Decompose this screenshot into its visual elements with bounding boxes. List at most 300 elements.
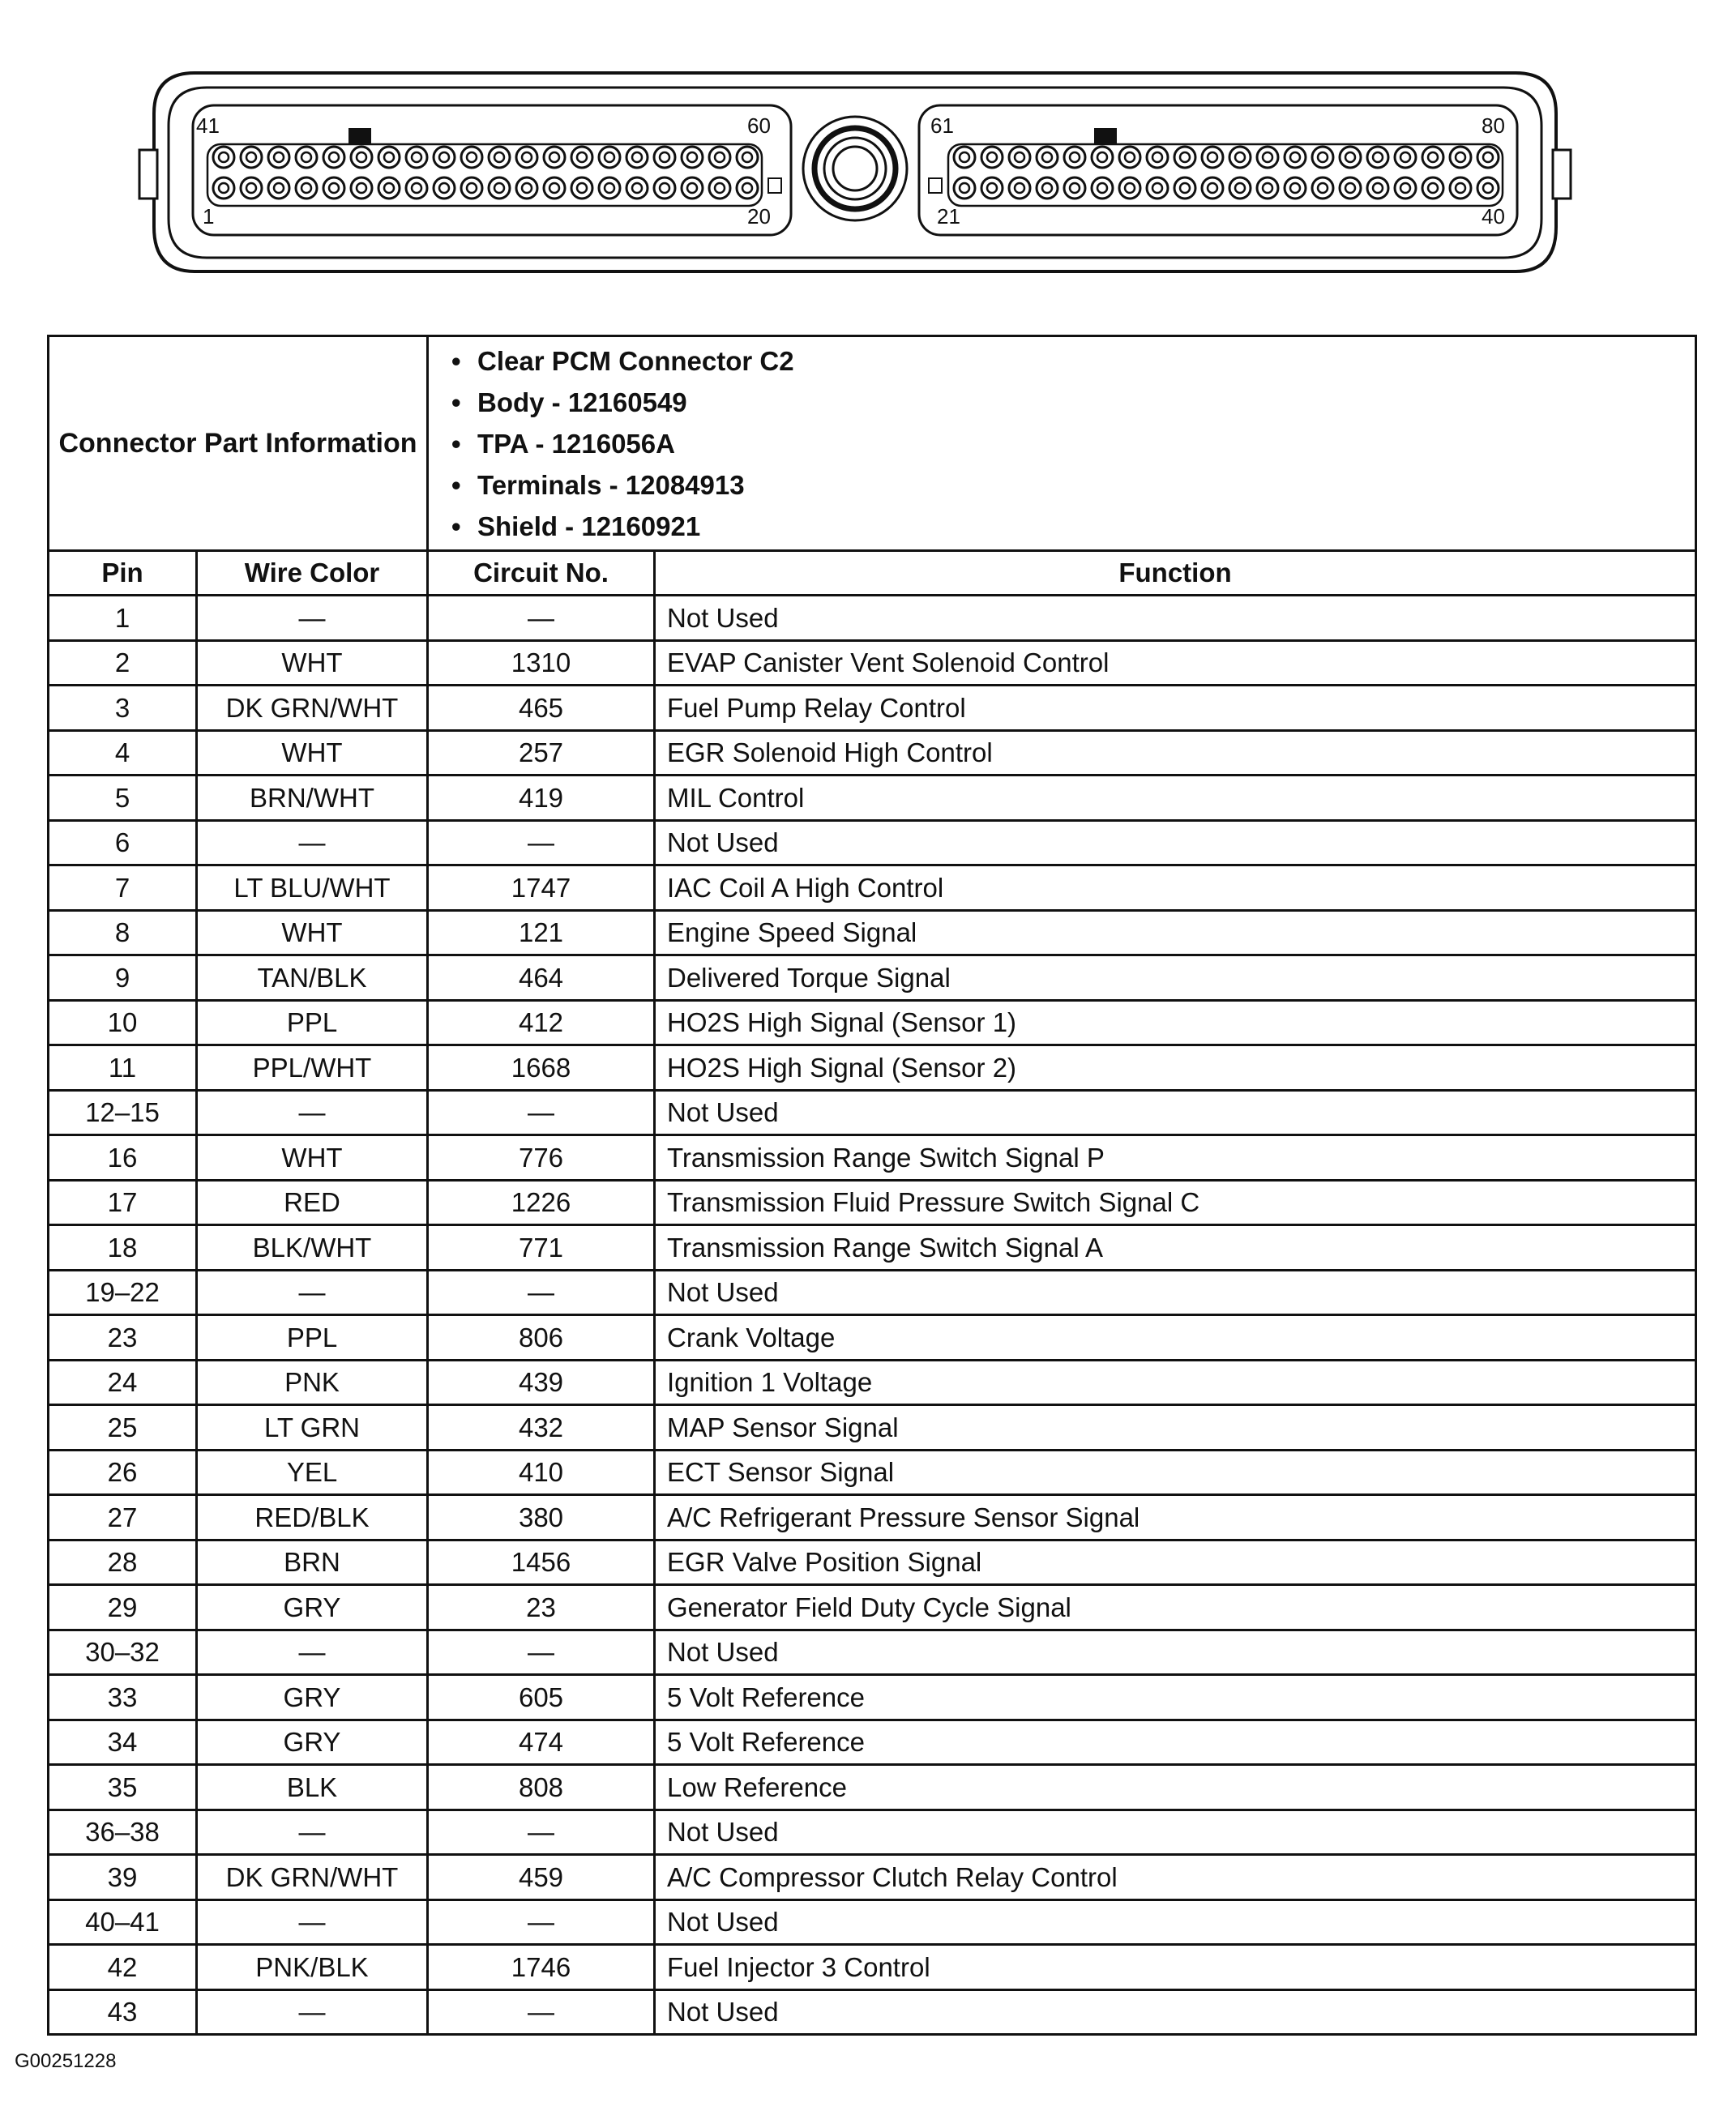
table-row [49,1989,1696,2035]
circuit-cell: 412 [428,1000,655,1045]
wire-color-cell: YEL [197,1450,428,1495]
circuit-cell: — [428,1090,655,1135]
table-row [49,1899,1696,1945]
info-item: • Body - 12160549 [451,382,1695,423]
center-bolt-outer [803,117,907,220]
circuit-cell: 380 [428,1495,655,1540]
pin-socket [571,177,592,199]
function-cell: HO2S High Signal (Sensor 2) [655,1045,1696,1091]
pin-socket-center [1070,183,1080,193]
pin-socket [954,177,975,199]
pin-socket [599,147,620,168]
wire-color-cell: — [197,596,428,641]
circuit-cell: 465 [428,686,655,731]
function-cell: Engine Speed Signal [655,910,1696,955]
wire-color-cell: BLK [197,1765,428,1810]
function-cell: Not Used [655,820,1696,865]
pin-socket [241,147,262,168]
pin-cell: 12–15 [49,1090,197,1135]
pin-cell: 6 [49,820,197,865]
pin-socket-center [357,152,366,162]
circuit-cell: 1310 [428,640,655,686]
pin-socket [1229,177,1251,199]
pin-socket-center [467,183,477,193]
pin-socket [406,177,427,199]
table-row [49,1225,1696,1271]
wire-color-cell: PPL/WHT [197,1045,428,1091]
pin-socket [1422,147,1443,168]
function-cell: Transmission Range Switch Signal P [655,1135,1696,1181]
function-cell: Transmission Fluid Pressure Switch Signal C [655,1180,1696,1225]
pin-socket [1009,147,1030,168]
pin-socket-center [549,152,559,162]
function-cell: A/C Compressor Clutch Relay Control [655,1855,1696,1900]
table-row [49,1810,1696,1855]
pin-cell: 43 [49,1989,197,2035]
pin-cell: 27 [49,1495,197,1540]
table-row [49,910,1696,955]
pin-socket [1202,147,1223,168]
pin-socket-center [1263,152,1272,162]
pin-socket-center [412,152,421,162]
pin-socket [516,177,537,199]
left-pin-block [193,105,791,235]
wire-color-cell: — [197,820,428,865]
circuit-cell: 464 [428,955,655,1001]
pin-cell: 24 [49,1360,197,1405]
circuit-cell: 419 [428,776,655,821]
pin-socket [296,177,317,199]
pin-socket [626,147,648,168]
function-cell: Not Used [655,1270,1696,1315]
table-row [49,1405,1696,1451]
table-row [49,1315,1696,1361]
function-cell: MIL Control [655,776,1696,821]
pin-cell: 28 [49,1540,197,1585]
pin-socket-center [1042,183,1052,193]
right-pin-array [954,147,1499,199]
pin-cell: 2 [49,640,197,686]
pin-socket [654,147,675,168]
wire-color-cell: WHT [197,730,428,776]
table-row [49,820,1696,865]
circuit-cell: — [428,1270,655,1315]
table-row [49,1720,1696,1765]
wire-color-cell: GRY [197,1585,428,1630]
circuit-cell: — [428,1899,655,1945]
pin-cell: 25 [49,1405,197,1451]
pin-socket-center [1400,183,1410,193]
pin-socket-center [1015,183,1024,193]
table-row [49,1270,1696,1315]
pin-label-21: 21 [937,204,960,229]
pin-socket-center [960,152,969,162]
wire-color-cell: WHT [197,910,428,955]
pin-socket [1257,177,1278,199]
pin-socket [1395,177,1416,199]
pin-socket [1395,147,1416,168]
wire-color-cell: GRY [197,1675,428,1720]
pin-socket-center [301,152,311,162]
pin-socket [323,147,344,168]
function-cell: 5 Volt Reference [655,1720,1696,1765]
table-row [49,1540,1696,1585]
function-cell: EVAP Canister Vent Solenoid Control [655,640,1696,686]
pin-socket [1229,147,1251,168]
function-cell: Not Used [655,1630,1696,1675]
pin-socket-center [467,152,477,162]
pin-socket [323,177,344,199]
header-wire-color: Wire Color [197,551,428,596]
left-latch [768,178,781,193]
table-row [49,686,1696,731]
pin-socket-center [522,152,532,162]
circuit-cell: 1747 [428,865,655,911]
pin-cell: 23 [49,1315,197,1361]
pin-socket-center [1428,152,1438,162]
table-row [49,865,1696,911]
circuit-cell: 1226 [428,1180,655,1225]
wire-color-cell: LT GRN [197,1405,428,1451]
pin-socket-center [1456,183,1465,193]
pin-socket [461,147,482,168]
pin-socket [709,147,730,168]
info-item: • Terminals - 12084913 [451,464,1695,506]
pin-socket-center [1318,183,1328,193]
pin-cell: 4 [49,730,197,776]
wire-color-cell: BRN [197,1540,428,1585]
pin-socket [981,147,1003,168]
pin-socket [516,147,537,168]
pin-socket-center [1180,183,1190,193]
pin-socket-center [1483,183,1493,193]
pin-socket-center [1180,152,1190,162]
left-pin-cavity [207,144,762,206]
wire-color-cell: — [197,1090,428,1135]
pin-socket [1450,177,1471,199]
pin-socket [1092,147,1113,168]
pin-socket [1285,147,1306,168]
pin-label-61: 61 [930,113,954,138]
pin-socket-center [605,183,614,193]
pin-socket-center [1042,152,1052,162]
pin-socket [1367,177,1388,199]
pin-socket [1312,147,1333,168]
pin-socket-center [1428,183,1438,193]
pin-socket-center [1015,152,1024,162]
pin-socket-center [742,152,752,162]
function-cell: Fuel Pump Relay Control [655,686,1696,731]
pin-socket-center [329,152,339,162]
header-circuit-no: Circuit No. [428,551,655,596]
pin-socket [654,177,675,199]
connector-diagram [138,57,1572,284]
pin-socket [1174,177,1195,199]
pin-socket-center [577,152,587,162]
pin-socket-center [1125,152,1135,162]
pin-socket-center [219,152,229,162]
wire-color-cell: BRN/WHT [197,776,428,821]
pin-socket [599,177,620,199]
pin-socket-center [1345,152,1355,162]
center-bolt-hole [833,147,877,190]
pin-socket [489,147,510,168]
wire-color-cell: BLK/WHT [197,1225,428,1271]
pin-cell: 19–22 [49,1270,197,1315]
pin-socket-center [1125,183,1135,193]
header-pin: Pin [49,551,197,596]
pin-socket-center [1097,152,1107,162]
pin-label-41: 41 [196,113,220,138]
right-pin-block [919,105,1517,235]
circuit-cell: 439 [428,1360,655,1405]
wire-color-cell: LT BLU/WHT [197,865,428,911]
pin-socket-center [549,183,559,193]
pin-socket-center [742,183,752,193]
function-cell: EGR Valve Position Signal [655,1540,1696,1585]
pin-socket [434,177,455,199]
table-row [49,1630,1696,1675]
pin-socket [682,147,703,168]
pin-cell: 10 [49,1000,197,1045]
wire-color-cell: DK GRN/WHT [197,686,428,731]
pin-socket-center [439,152,449,162]
info-item: • Shield - 12160921 [451,506,1695,547]
circuit-cell: — [428,1810,655,1855]
pin-cell: 3 [49,686,197,731]
table-row [49,1450,1696,1495]
pin-socket-center [1483,152,1493,162]
pin-socket-center [715,183,725,193]
pin-socket [709,177,730,199]
table-row [49,1000,1696,1045]
function-cell: Generator Field Duty Cycle Signal [655,1585,1696,1630]
pin-cell: 35 [49,1765,197,1810]
circuit-cell: 23 [428,1585,655,1630]
table-row [49,1180,1696,1225]
circuit-cell: 605 [428,1675,655,1720]
pin-socket [1009,177,1030,199]
pin-socket-center [1152,183,1162,193]
table-row [49,1360,1696,1405]
pin-socket [213,177,234,199]
pin-socket [1174,147,1195,168]
connector-part-info-label-cell [49,336,428,551]
connector-housing-inner [169,88,1541,258]
right-latch [929,178,942,193]
pin-socket [351,177,372,199]
pin-socket-center [1152,152,1162,162]
header-function: Function [655,551,1696,596]
table-row [49,1675,1696,1720]
pin-socket-center [1318,152,1328,162]
circuit-cell: 808 [428,1765,655,1810]
pin-socket-center [987,183,997,193]
wire-color-cell: TAN/BLK [197,955,428,1001]
circuit-cell: 257 [428,730,655,776]
pin-socket [1147,177,1168,199]
pin-socket-center [357,183,366,193]
pin-socket-center [439,183,449,193]
circuit-cell: 459 [428,1855,655,1900]
circuit-cell: 1668 [428,1045,655,1091]
pin-socket-center [1235,152,1245,162]
table-row [49,730,1696,776]
wire-color-cell: RED/BLK [197,1495,428,1540]
pin-socket-center [605,152,614,162]
pin-socket-center [660,152,669,162]
pin-socket-center [1456,152,1465,162]
function-cell: Transmission Range Switch Signal A [655,1225,1696,1271]
pin-socket-center [412,183,421,193]
pin-socket-center [494,183,504,193]
pin-socket-center [960,183,969,193]
table-header-row [49,551,1696,596]
pin-socket-center [577,183,587,193]
pin-cell: 42 [49,1945,197,1990]
pin-label-20: 20 [747,204,771,229]
wire-color-cell: PNK/BLK [197,1945,428,1990]
pin-cell: 18 [49,1225,197,1271]
pin-socket [1450,147,1471,168]
wire-color-cell: RED [197,1180,428,1225]
table-row [49,1135,1696,1181]
pin-socket [241,177,262,199]
pin-socket [434,147,455,168]
pin-socket-center [1290,152,1300,162]
pin-cell: 26 [49,1450,197,1495]
function-cell: 5 Volt Reference [655,1675,1696,1720]
pin-socket [1037,177,1058,199]
connector-part-info-row [49,336,1696,551]
pin-socket-center [1097,183,1107,193]
pin-socket [737,177,758,199]
connector-part-info-label: Connector Part Information [58,428,417,459]
pin-socket [1257,147,1278,168]
circuit-cell: 474 [428,1720,655,1765]
pin-cell: 34 [49,1720,197,1765]
pin-socket-center [1208,152,1217,162]
pin-socket [1340,147,1361,168]
pin-cell: 29 [49,1585,197,1630]
function-cell: Delivered Torque Signal [655,955,1696,1001]
pin-cell: 7 [49,865,197,911]
pin-socket [268,177,289,199]
table-row [49,955,1696,1001]
pin-cell: 1 [49,596,197,641]
table-row [49,1090,1696,1135]
table-row [49,1585,1696,1630]
wire-color-cell: — [197,1989,428,2035]
connector-part-info-list [429,340,1695,547]
function-cell: Low Reference [655,1765,1696,1810]
pin-socket-center [1345,183,1355,193]
pin-socket [1422,177,1443,199]
pin-socket [954,147,975,168]
pin-cell: 39 [49,1855,197,1900]
pin-cell: 17 [49,1180,197,1225]
table-row [49,1765,1696,1810]
circuit-cell: 806 [428,1315,655,1361]
circuit-cell: 1746 [428,1945,655,1990]
connector-right-tab [1553,150,1571,199]
pin-cell: 9 [49,955,197,1001]
pin-socket-center [219,183,229,193]
pin-cell: 33 [49,1675,197,1720]
pin-socket [1147,147,1168,168]
pin-function-table [47,335,1697,2036]
pin-socket-center [329,183,339,193]
pin-socket [1064,177,1085,199]
pin-socket [1285,177,1306,199]
pin-socket-center [687,152,697,162]
pin-cell: 40–41 [49,1899,197,1945]
pin-socket-center [246,152,256,162]
pin-socket-center [715,152,725,162]
pin-socket-center [384,183,394,193]
pin-socket-center [987,152,997,162]
pin-label-40: 40 [1482,204,1505,229]
pin-socket-center [1235,183,1245,193]
wire-color-cell: GRY [197,1720,428,1765]
pin-socket-center [1290,183,1300,193]
pin-socket-center [246,183,256,193]
pin-socket [1477,177,1499,199]
pin-socket-center [1070,152,1080,162]
pin-socket-center [632,183,642,193]
pin-cell: 36–38 [49,1810,197,1855]
pin-socket [1312,177,1333,199]
pin-socket [981,177,1003,199]
connector-part-info-list-cell [428,336,1696,551]
wire-color-cell: WHT [197,1135,428,1181]
pin-socket [461,177,482,199]
pin-socket-center [687,183,697,193]
wire-color-cell: — [197,1899,428,1945]
pin-socket [544,147,565,168]
table-row [49,1945,1696,1990]
pin-socket-center [1373,183,1383,193]
function-cell: Not Used [655,1899,1696,1945]
pin-socket [1037,147,1058,168]
table-row [49,640,1696,686]
connector-left-tab [139,150,157,199]
pin-socket [378,147,400,168]
pin-socket [544,177,565,199]
pin-socket-center [1263,183,1272,193]
pin-socket-center [1208,183,1217,193]
pin-socket [1202,177,1223,199]
circuit-cell: — [428,820,655,865]
pin-socket [1092,177,1113,199]
function-cell: Not Used [655,596,1696,641]
pin-socket [1064,147,1085,168]
table-row [49,776,1696,821]
pin-cell: 16 [49,1135,197,1181]
circuit-cell: 121 [428,910,655,955]
pin-socket [1119,177,1140,199]
wire-color-cell: PNK [197,1360,428,1405]
wire-color-cell: — [197,1810,428,1855]
pin-socket-center [274,183,284,193]
function-cell: MAP Sensor Signal [655,1405,1696,1451]
info-item: • Clear PCM Connector C2 [451,340,1695,382]
circuit-cell: 771 [428,1225,655,1271]
wire-color-cell: WHT [197,640,428,686]
info-item: • TPA - 1216056A [451,423,1695,464]
circuit-cell: — [428,1989,655,2035]
pin-socket [213,147,234,168]
